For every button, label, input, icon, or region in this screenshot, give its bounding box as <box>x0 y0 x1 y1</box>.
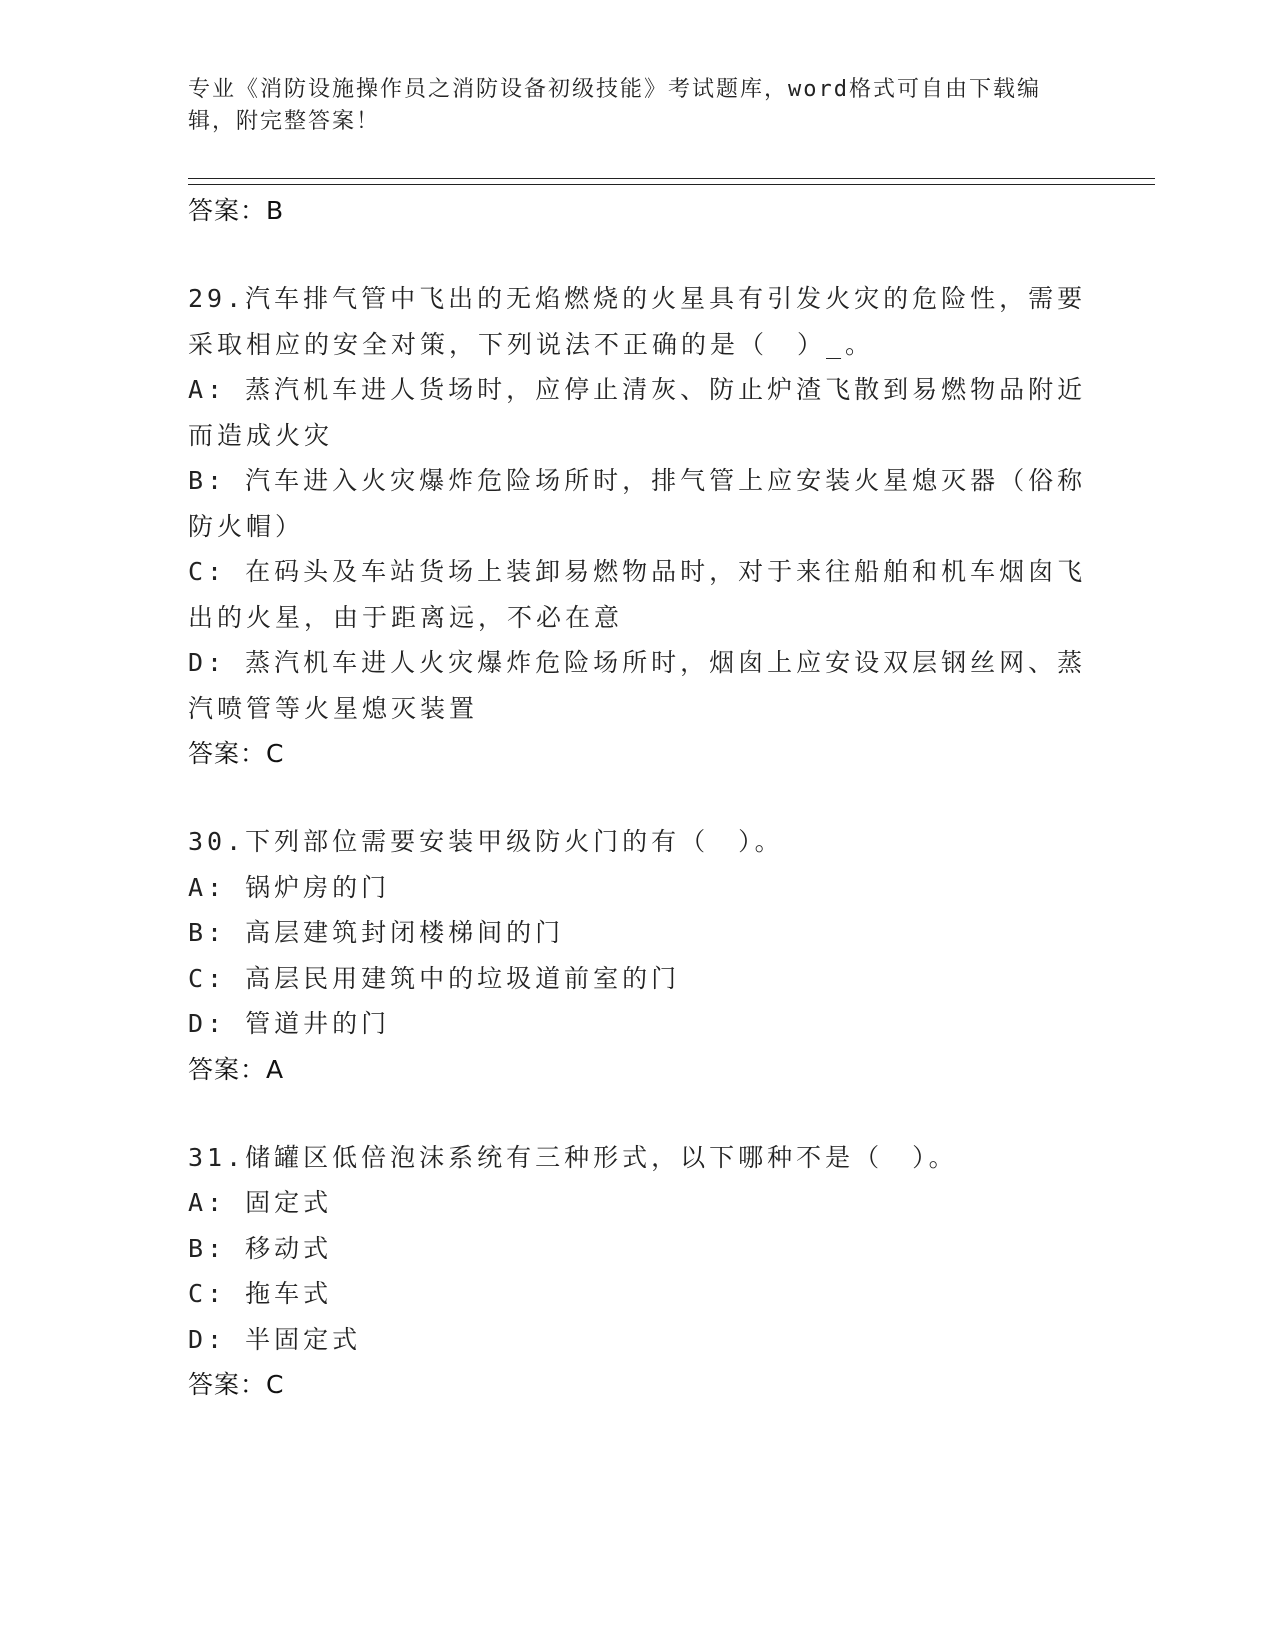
question-stem: 31.储罐区低倍泡沫系统有三种形式，以下哪种不是（ ）。 <box>188 1142 958 1172</box>
answer-value: A <box>266 1054 285 1084</box>
option-b: B: 高层建筑封闭楼梯间的门 <box>188 918 565 947</box>
question-stem: 29.汽车排气管中飞出的无焰燃烧的火星具有引发火灾的危险性，需要采取相应的安全对策，下列说法不正确的是（ ）_。 <box>188 284 1087 359</box>
option-b: B: 汽车进入火灾爆炸危险场所时，排气管上应安装火星熄灭器（俗称防火帽） <box>188 466 1087 541</box>
answer-label: 答案： <box>188 1054 267 1084</box>
spacer <box>188 234 1088 276</box>
answer-label: 答案： <box>188 1370 267 1399</box>
question-stem: 30.下列部位需要安装甲级防火门的有（ ）。 <box>188 827 784 856</box>
option-d: D: 蒸汽机车进人火灾爆炸危险场所时，烟囱上应安设双层钢丝网、蒸汽喷管等火星熄灭装置 <box>188 648 1087 723</box>
spacer <box>188 777 1088 819</box>
option-d: D: 管道井的门 <box>188 1009 391 1038</box>
answer-line <box>188 731 1088 777</box>
option-a: A: 锅炉房的门 <box>188 872 391 902</box>
option-b: B: 移动式 <box>188 1233 333 1263</box>
answer-label: 答案： <box>188 739 267 768</box>
question-list <box>188 188 1088 1408</box>
option-a: A: 固定式 <box>188 1188 333 1217</box>
question-29 <box>188 276 1088 777</box>
question-31 <box>188 1135 1088 1409</box>
spacer <box>188 1093 1088 1135</box>
answer-line <box>188 188 1088 234</box>
answer-value: C <box>266 739 285 768</box>
page-header: 专业《消防设施操作员之消防设备初级技能》考试题库，word格式可自由下载编辑，附完整答案！ <box>188 77 1041 134</box>
answer-line <box>188 1362 1088 1408</box>
header-divider <box>188 178 1155 185</box>
option-a: A: 蒸汽机车进人货场时，应停止清灰、防止炉渣飞散到易燃物品附近而造成火灾 <box>188 375 1087 450</box>
answer-line <box>188 1047 1088 1093</box>
question-30 <box>188 819 1088 1093</box>
answer-value: C <box>266 1370 285 1399</box>
option-c: C: 拖车式 <box>188 1279 333 1308</box>
option-d: D: 半固定式 <box>188 1324 362 1354</box>
option-c: C: 在码头及车站货场上装卸易燃物品时，对于来往船舶和机车烟囱飞出的火星，由于距离远，不必在意 <box>188 557 1087 632</box>
answer-label: 答案： <box>188 196 267 225</box>
answer-value: B <box>266 196 285 225</box>
option-c: C: 高层民用建筑中的垃圾道前室的门 <box>188 963 681 993</box>
